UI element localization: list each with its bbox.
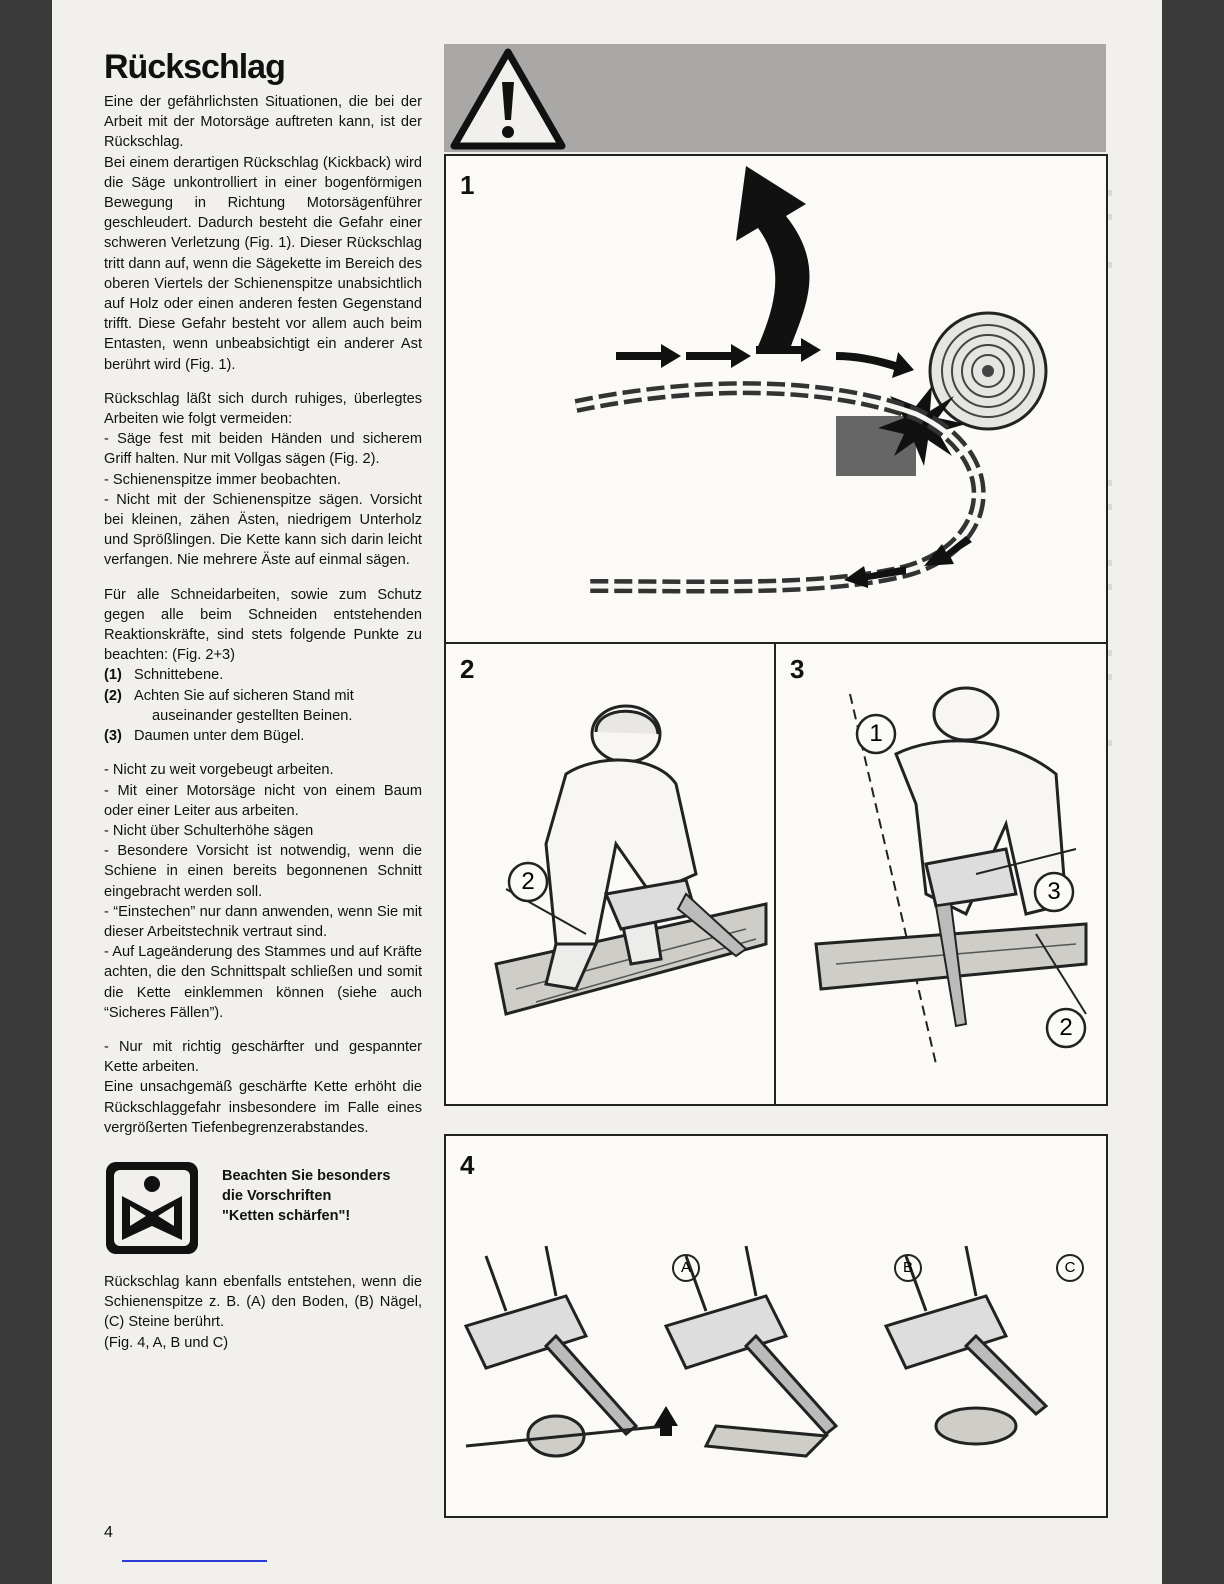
list-item: - Schienenspitze immer beobachten. [104,471,341,488]
callout-label: B [894,1254,922,1282]
figure-number: 1 [460,170,475,200]
link-underline [122,1560,267,1562]
paragraph: Rückschlag läßt sich durch ruhiges, überlegtes Arbeiten wie folgt vermeiden: [104,390,422,428]
page-number: 4 [104,1524,113,1541]
paragraph: Bei einem derartigen Rückschlag (Kickback) wird die Säge unkontrolliert in einer bogenförmigen Bewegung in Richtung Motorsägenführer geschleudert. Dadurch besteht die Gefahr einer schweren Verletzung (Fig. 1). Dieser Rückschlag tritt dann auf, wenn die Sägekette im Bereich des oberen Viertels der Schienenspitze unabsichtlich auf Holz oder einen anderen festen Gegenstand trifft. Diese Gefahr besteht vor allem auch beim Entasten, wenn unbeabsichtigt ein anderer Ast berührt wird (Fig. 1). [104,154,423,373]
callout-label: A [672,1254,700,1282]
list-item: - Nur mit richtig geschärfter und gespannter Kette arbeiten. [104,1038,422,1076]
paragraph: Eine unsachgemäß geschärfte Kette erhöht die Rückschlaggefahr insbesondere im Falle eines vergrößerten Tiefenbegrenzerabstandes. [104,1079,422,1136]
list-item: - Nicht zu weit vorgebeugt arbeiten. [104,762,334,779]
stance-illustration [446,644,778,1104]
obstacles-illustration [446,1136,1106,1516]
figure-1-kickback [444,154,1108,648]
list-item: - Mit einer Motorsäge nicht von einem Baum oder einer Leiter aus arbeiten. [104,782,422,819]
list-item: - Nicht über Schulterhöhe sägen [104,822,314,839]
numbered-point: (2) Achten Sie auf sicheren Stand mit [104,687,354,704]
figure-number: 3 [790,654,805,684]
callout-label: 3 [1047,878,1061,905]
figure-2-stance [444,642,780,1106]
list-item: - Auf Lageänderung des Stammes und auf Kräfte achten, die den Schnittspalt schließen und somit die Kette einklemmen können (siehe auch “Sicheres Fällen”). [104,944,422,1021]
list-item: - “Einstechen” nur dann anwenden, wenn Sie mit dieser Arbeitstechnik vertraut sind. [104,903,422,940]
figure-4-obstacles [444,1134,1108,1518]
numbered-point: (3) Daumen unter dem Bügel. [104,728,305,745]
kickback-illustration [446,156,1106,646]
paragraph: Für alle Schneidarbeiten, sowie zum Schutz gegen alle beim Schneiden entstehenden Reaktionskräfte, sind stets folgende Punkte zu beachten: (Fig. 2+3) [104,586,422,664]
paragraph: Eine der gefährlichsten Situationen, die bei der Arbeit mit der Motorsäge auftreten kann, ist der Rückschlag. [104,94,422,151]
body-text-column [104,92,422,1353]
warning-triangle-icon [448,46,568,154]
list-item: - Besondere Vorsicht ist notwendig, wenn die Schiene in einen bereits begonnenen Schnitt eingebracht werden soll. [104,843,422,900]
callout-label: C [1056,1254,1084,1282]
callout-label: 1 [869,720,883,747]
numbered-point-continuation: auseinander gestellten Beinen. [152,707,353,724]
document-page [52,0,1162,1584]
figure-number: 4 [460,1150,475,1180]
numbered-point: (1) Schnittebene. [104,667,224,684]
figure-3-thumb-grip [774,642,1108,1106]
figure-reference: (Fig. 4, A, B und C) [104,1334,229,1351]
sharpening-notice [104,1160,422,1256]
callout-label: 2 [1059,1014,1073,1041]
list-item: - Säge fest mit beiden Händen und sicherem Griff halten. Nur mit Vollgas sägen (Fig. 2). [104,431,422,468]
figure-number: 2 [460,654,475,684]
paragraph: Rückschlag kann ebenfalls entstehen, wenn die Schienenspitze z. B. (A) den Boden, (B) Nägel, (C) Steine berührt. [104,1273,422,1331]
notice-text: Beachten Sie besonders die Vorschriften "Ketten schärfen"! [222,1167,391,1224]
list-item: - Nicht mit der Schienenspitze sägen. Vorsicht bei kleinen, zähen Ästen, niedrigem Unterholz und Sprößlingen. Die Kette kann sich darin leicht verfangen. Nie mehrere Äste auf einmal sägen. [104,491,422,569]
read-manual-icon [104,1160,200,1256]
callout-label: 2 [521,868,535,895]
warning-banner [444,44,1106,152]
page-title: Rückschlag [104,48,285,86]
